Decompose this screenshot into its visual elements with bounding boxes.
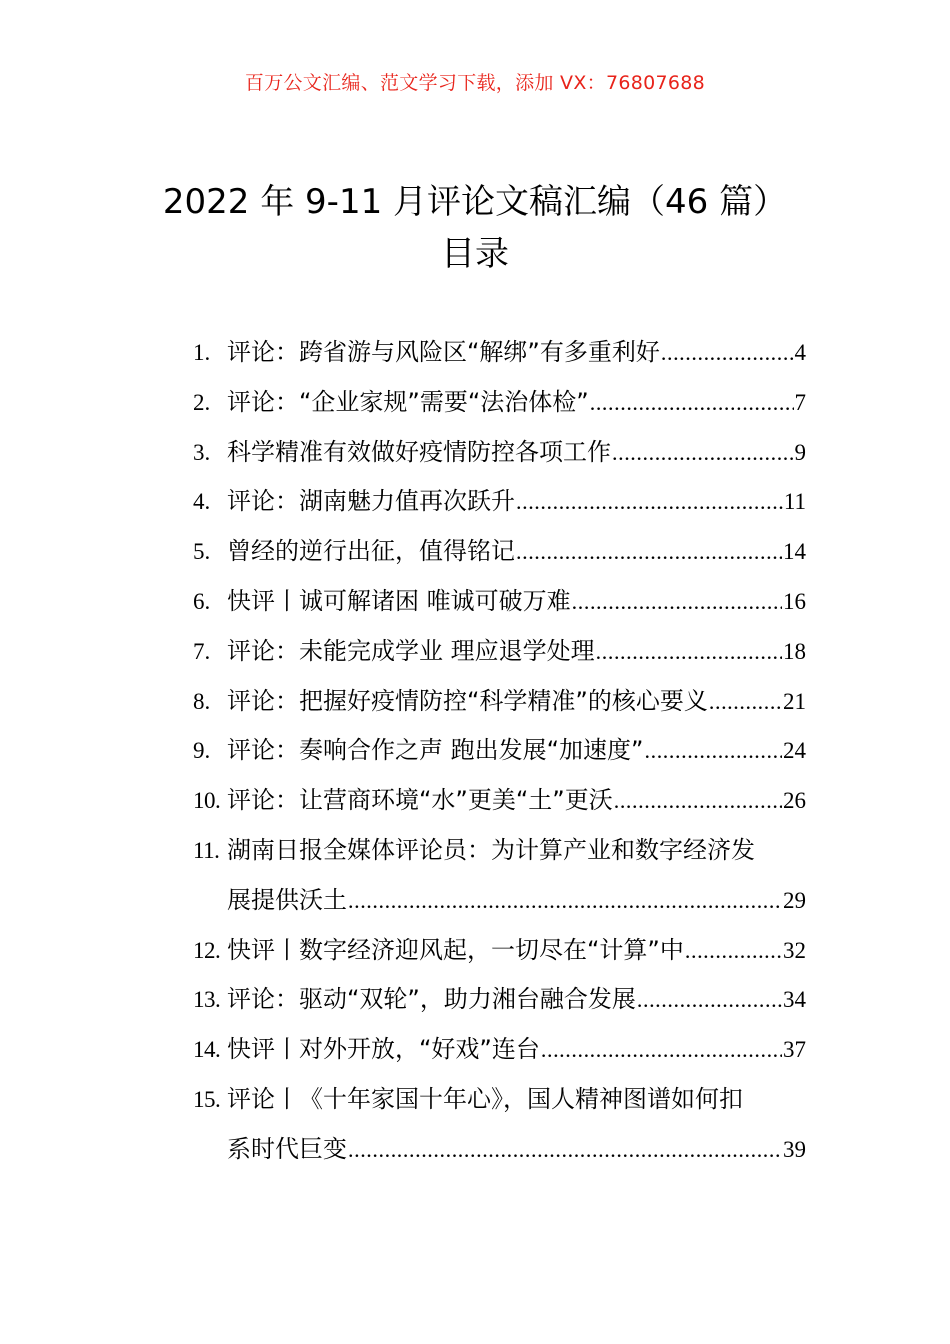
toc-leader: [645, 726, 783, 776]
toc-number: 14.: [193, 1037, 221, 1063]
toc-number: 4.: [193, 489, 211, 515]
toc-title: 湖南日报全媒体评论员：为计算产业和数字经济发: [227, 835, 755, 864]
toc-entry-13[interactable]: [193, 975, 806, 1025]
toc-page-number: 34: [783, 987, 806, 1013]
toc-entry-8[interactable]: [193, 677, 806, 727]
toc-title: 科学精准有效做好疫情防控各项工作: [227, 437, 611, 466]
toc-page-number: 14: [783, 539, 806, 565]
toc-page-number: 37: [783, 1037, 806, 1063]
toc-leader: [661, 328, 794, 378]
toc-number: 12.: [193, 937, 221, 963]
toc-title: 快评丨诚可解诸困 唯诚可破万难: [227, 586, 571, 615]
toc-entry-11[interactable]: [193, 826, 806, 876]
toc-leader: [516, 527, 782, 577]
toc-page-number: 39: [783, 1136, 806, 1162]
page-title: 2022 年 9-11 月评论文稿汇编（46 篇）: [162, 182, 788, 222]
toc-page-number: 16: [783, 588, 806, 614]
toc-leader: [685, 926, 782, 976]
toc-page-number: 21: [783, 688, 806, 714]
toc-number: 3.: [193, 439, 211, 465]
toc-entry-15-continued[interactable]: [193, 1125, 806, 1175]
toc-title: 评论：湖南魅力值再次跃升: [227, 487, 515, 516]
toc-page-number: 11: [783, 489, 806, 515]
toc-number: 13.: [193, 987, 221, 1013]
toc-title-continued: 展提供沃土: [227, 885, 347, 914]
toc-number: 10.: [193, 788, 221, 814]
toc-title: 评论丨《十年家国十年心》，国人精神图谱如何扣: [227, 1084, 743, 1113]
toc-title: 评论：跨省游与风险区“解绑”有多重利好: [227, 338, 660, 366]
toc-entry-3[interactable]: [193, 428, 806, 478]
toc-entry-11-continued[interactable]: [193, 876, 806, 926]
toc-title: 评论：让营商环境“水”更美“土”更沃: [227, 786, 613, 815]
toc-leader: [516, 477, 783, 527]
toc-title: 评论：驱动“双轮”，助力湘台融合发展: [227, 985, 636, 1014]
toc-leader: [614, 776, 782, 826]
toc-number: 5.: [193, 539, 211, 565]
toc-entry-5[interactable]: [193, 527, 806, 577]
toc-title: 评论：把握好疫情防控“科学精准”的核心要义: [227, 686, 708, 715]
toc-entry-4[interactable]: [193, 477, 806, 527]
toc-entry-12[interactable]: [193, 926, 806, 976]
toc-leader: [709, 677, 782, 727]
toc-leader: [596, 627, 782, 677]
toc-title: 曾经的逆行出征，值得铭记: [227, 537, 515, 566]
toc-title: 快评丨对外开放，“好戏”连台: [227, 1035, 540, 1064]
toc-leader: [590, 378, 794, 428]
table-of-contents: [193, 328, 806, 1175]
page-subtitle: 目录: [441, 234, 509, 274]
toc-entry-6[interactable]: [193, 577, 806, 627]
header-note: 百万公文汇编、范文学习下载，添加 VX：76807688: [244, 72, 706, 94]
toc-entry-10[interactable]: [193, 776, 806, 826]
toc-leader: [541, 1025, 782, 1075]
toc-page-number: 32: [783, 937, 806, 963]
toc-entry-1[interactable]: [193, 328, 806, 378]
toc-leader: [637, 975, 782, 1025]
toc-title-continued: 系时代巨变: [227, 1134, 347, 1163]
toc-entry-7[interactable]: [193, 627, 806, 677]
toc-entry-15[interactable]: [193, 1075, 806, 1125]
toc-number: 8.: [193, 688, 211, 714]
toc-page-number: 24: [783, 738, 806, 764]
toc-title: 评论：“企业家规”需要“法治体检”: [227, 387, 589, 416]
toc-page-number: 18: [783, 638, 806, 664]
toc-number: 7.: [193, 638, 211, 664]
toc-entry-9[interactable]: [193, 726, 806, 776]
toc-title: 评论：未能完成学业 理应退学处理: [227, 636, 595, 665]
toc-page-number: 4: [794, 340, 806, 365]
toc-number: 9.: [193, 738, 211, 764]
toc-number: 1.: [193, 340, 211, 365]
toc-title: 评论：奏响合作之声 跑出发展“加速度”: [227, 736, 644, 765]
toc-number: 15.: [193, 1086, 221, 1112]
toc-leader: [348, 1125, 782, 1175]
toc-leader: [572, 577, 782, 627]
toc-page-number: 9: [794, 439, 806, 465]
toc-number: 6.: [193, 588, 211, 614]
toc-page-number: 29: [783, 887, 806, 913]
toc-entry-14[interactable]: [193, 1025, 806, 1075]
toc-title: 快评丨数字经济迎风起，一切尽在“计算”中: [227, 935, 684, 964]
toc-leader: [348, 876, 782, 926]
toc-leader: [612, 428, 794, 478]
toc-number: 2.: [193, 389, 211, 415]
toc-number: 11.: [193, 837, 220, 863]
toc-entry-2[interactable]: [193, 378, 806, 428]
toc-page-number: 26: [783, 788, 806, 814]
toc-page-number: 7: [794, 389, 806, 415]
